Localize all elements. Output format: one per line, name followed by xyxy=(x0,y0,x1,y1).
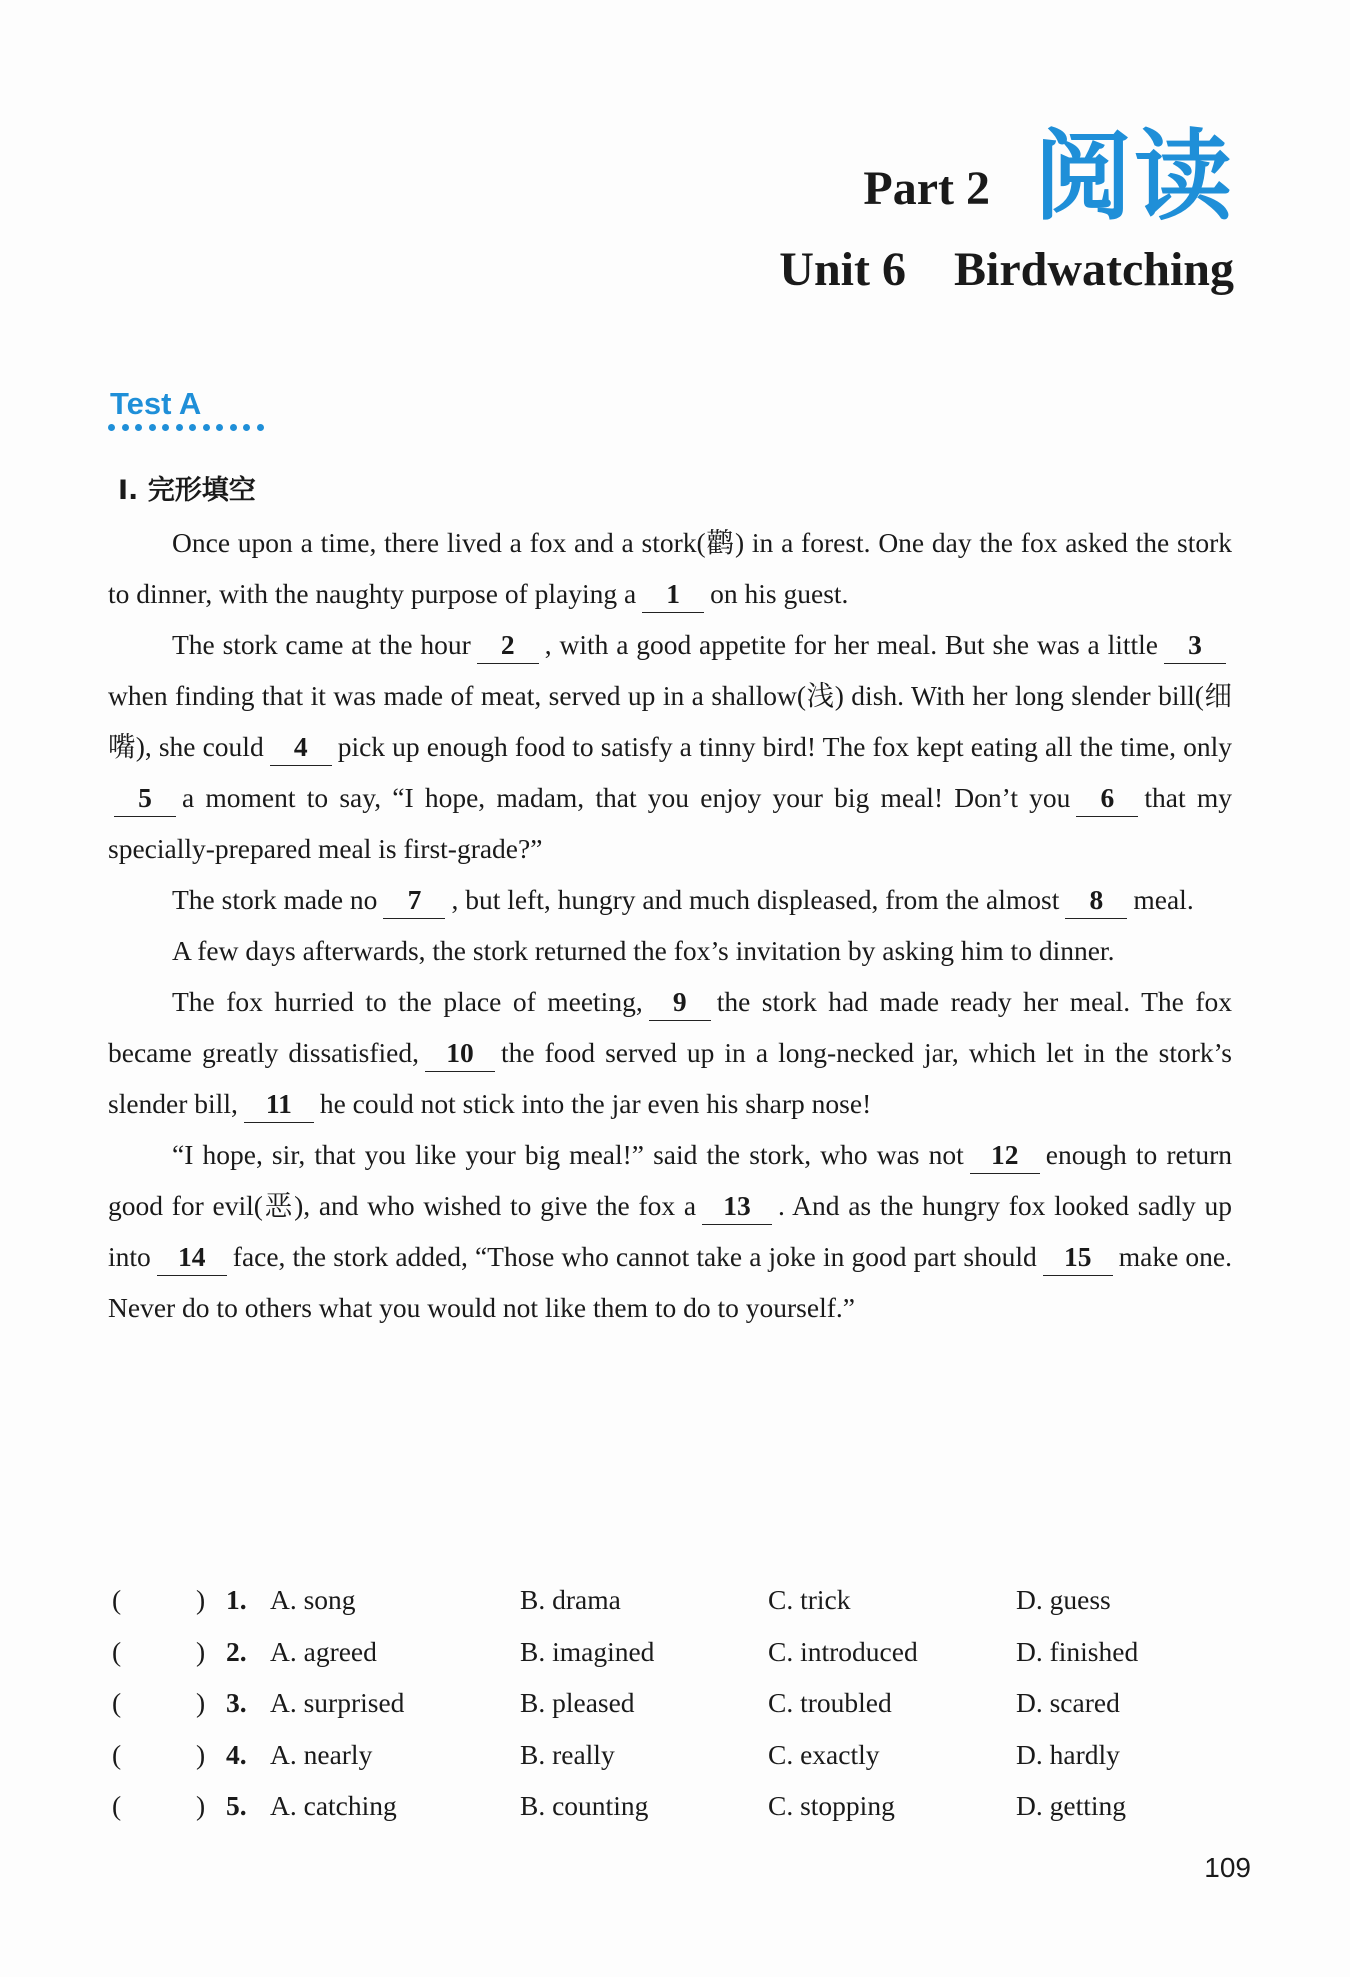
blank-11: 11 xyxy=(244,1086,314,1123)
passage-text: the food served up in a long-necked jar, which let in the stork’s slender bill, xyxy=(108,1037,1232,1119)
answer-paren-open: ( xyxy=(112,1635,122,1667)
blank-7: 7 xyxy=(383,882,445,919)
cloze-passage xyxy=(108,517,1232,1333)
passage-text: he could not stick into the jar even his sharp nose! xyxy=(319,1088,872,1119)
answer-paren-open: ( xyxy=(112,1584,122,1615)
question-row-3 xyxy=(108,1687,1232,1739)
blank-1: 1 xyxy=(642,576,704,613)
passage-text: a moment to say, “I hope, madam, that you enjoy your big meal! Don’t you xyxy=(182,782,1071,813)
blank-10: 10 xyxy=(425,1035,495,1072)
option-a: A. catching xyxy=(270,1790,397,1821)
option-b: B. really xyxy=(520,1738,615,1770)
paragraph-3 xyxy=(108,874,1232,925)
paragraph-6 xyxy=(108,1129,1232,1333)
blank-3: 3 xyxy=(1164,627,1226,664)
option-c: C. trick xyxy=(768,1584,851,1615)
answer-paren-close: ) xyxy=(196,1790,206,1821)
part-label: Part 2 xyxy=(863,161,990,215)
option-b: B. drama xyxy=(520,1584,621,1615)
option-c: C. troubled xyxy=(768,1687,892,1718)
question-number: 2. xyxy=(226,1635,247,1667)
question-number: 3. xyxy=(226,1687,247,1718)
answer-paren-close: ) xyxy=(196,1635,206,1667)
paragraph-4 xyxy=(108,925,1232,976)
answer-paren-close: ) xyxy=(196,1738,206,1770)
passage-text: The fox hurried to the place of meeting, xyxy=(172,986,643,1017)
option-a: A. agreed xyxy=(270,1635,377,1667)
option-c: C. exactly xyxy=(768,1738,880,1770)
question-number: 1. xyxy=(226,1584,247,1615)
blank-4: 4 xyxy=(270,729,332,766)
question-options xyxy=(108,1584,1232,1842)
passage-text: . And as the hungry fox looked sadly up into xyxy=(108,1190,1232,1272)
option-c: C. stopping xyxy=(768,1790,895,1821)
page-number: 109 xyxy=(1204,1852,1251,1883)
page-header xyxy=(779,120,1234,297)
part-chinese-title: 阅读 xyxy=(1033,120,1234,234)
answer-paren-open: ( xyxy=(112,1687,122,1718)
test-label-dots xyxy=(108,424,264,431)
question-row-1 xyxy=(108,1584,1232,1636)
passage-text: enough to return good for evil(恶), and who wished to give the fox a xyxy=(108,1139,1232,1221)
paragraph-1 xyxy=(108,517,1232,619)
passage-text: pick up enough food to satisfy a tinny bird! The fox kept eating all the time, only xyxy=(337,731,1232,762)
option-a: A. surprised xyxy=(270,1687,405,1718)
section-title: Ⅰ. 完形填空 xyxy=(118,475,256,506)
answer-paren-open: ( xyxy=(112,1738,122,1770)
blank-12: 12 xyxy=(970,1137,1040,1174)
passage-text: on his guest. xyxy=(710,578,849,609)
passage-text: A few days afterwards, the stork returned the fox’s invitation by asking him to dinner. xyxy=(172,935,1115,966)
paragraph-5 xyxy=(108,976,1232,1129)
question-row-2 xyxy=(108,1636,1232,1688)
blank-14: 14 xyxy=(157,1239,227,1276)
option-d: D. hardly xyxy=(1016,1738,1120,1770)
answer-paren-open: ( xyxy=(112,1790,122,1821)
question-row-4 xyxy=(108,1739,1232,1791)
option-d: D. finished xyxy=(1016,1635,1139,1667)
passage-text: meal. xyxy=(1133,884,1194,915)
passage-text: , with a good appetite for her meal. But she was a little xyxy=(544,629,1158,660)
passage-text: make one. Never do to others what you would not like them to do to yourself.” xyxy=(108,1241,1232,1323)
passage-text: The stork made no xyxy=(172,884,378,915)
option-d: D. guess xyxy=(1016,1584,1111,1615)
question-number: 5. xyxy=(226,1790,247,1821)
blank-2: 2 xyxy=(477,627,539,664)
option-b: B. imagined xyxy=(520,1635,655,1667)
option-d: D. getting xyxy=(1016,1790,1126,1821)
option-a: A. nearly xyxy=(270,1738,373,1770)
option-a: A. song xyxy=(270,1584,356,1615)
passage-text: Once upon a time, there lived a fox and a stork(鹳) in a forest. One day the fox asked the stork to dinner, with the naughty purpose of playing a xyxy=(108,527,1232,609)
blank-15: 15 xyxy=(1043,1239,1113,1276)
part-line xyxy=(779,120,1234,234)
blank-13: 13 xyxy=(702,1188,772,1225)
answer-paren-close: ) xyxy=(196,1687,206,1718)
passage-text: face, the stork added, “Those who cannot take a joke in good part should xyxy=(232,1241,1037,1272)
question-row-5 xyxy=(108,1790,1232,1842)
option-d: D. scared xyxy=(1016,1687,1120,1718)
passage-text: “I hope, sir, that you like your big meal!” said the stork, who was not xyxy=(172,1139,964,1170)
passage-text: when finding that it was made of meat, served up in a shallow(浅) dish. With her long slender bill(细嘴), she could xyxy=(108,680,1232,762)
option-b: B. counting xyxy=(520,1790,649,1821)
question-number: 4. xyxy=(226,1738,247,1770)
option-c: C. introduced xyxy=(768,1635,918,1667)
blank-8: 8 xyxy=(1065,882,1127,919)
passage-text: that my specially-prepared meal is first-grade?” xyxy=(108,782,1232,864)
passage-text: The stork came at the hour xyxy=(172,629,471,660)
paragraph-2 xyxy=(108,619,1232,874)
test-label: Test A xyxy=(110,386,202,421)
passage-text: , but left, hungry and much displeased, from the almost xyxy=(451,884,1060,915)
option-b: B. pleased xyxy=(520,1687,635,1718)
unit-title: Unit 6 Birdwatching xyxy=(779,243,1234,296)
blank-5: 5 xyxy=(114,780,176,817)
answer-paren-close: ) xyxy=(196,1584,206,1615)
blank-9: 9 xyxy=(649,984,711,1021)
passage-text: the stork had made ready her meal. The fox became greatly dissatisfied, xyxy=(108,986,1232,1068)
blank-6: 6 xyxy=(1076,780,1138,817)
